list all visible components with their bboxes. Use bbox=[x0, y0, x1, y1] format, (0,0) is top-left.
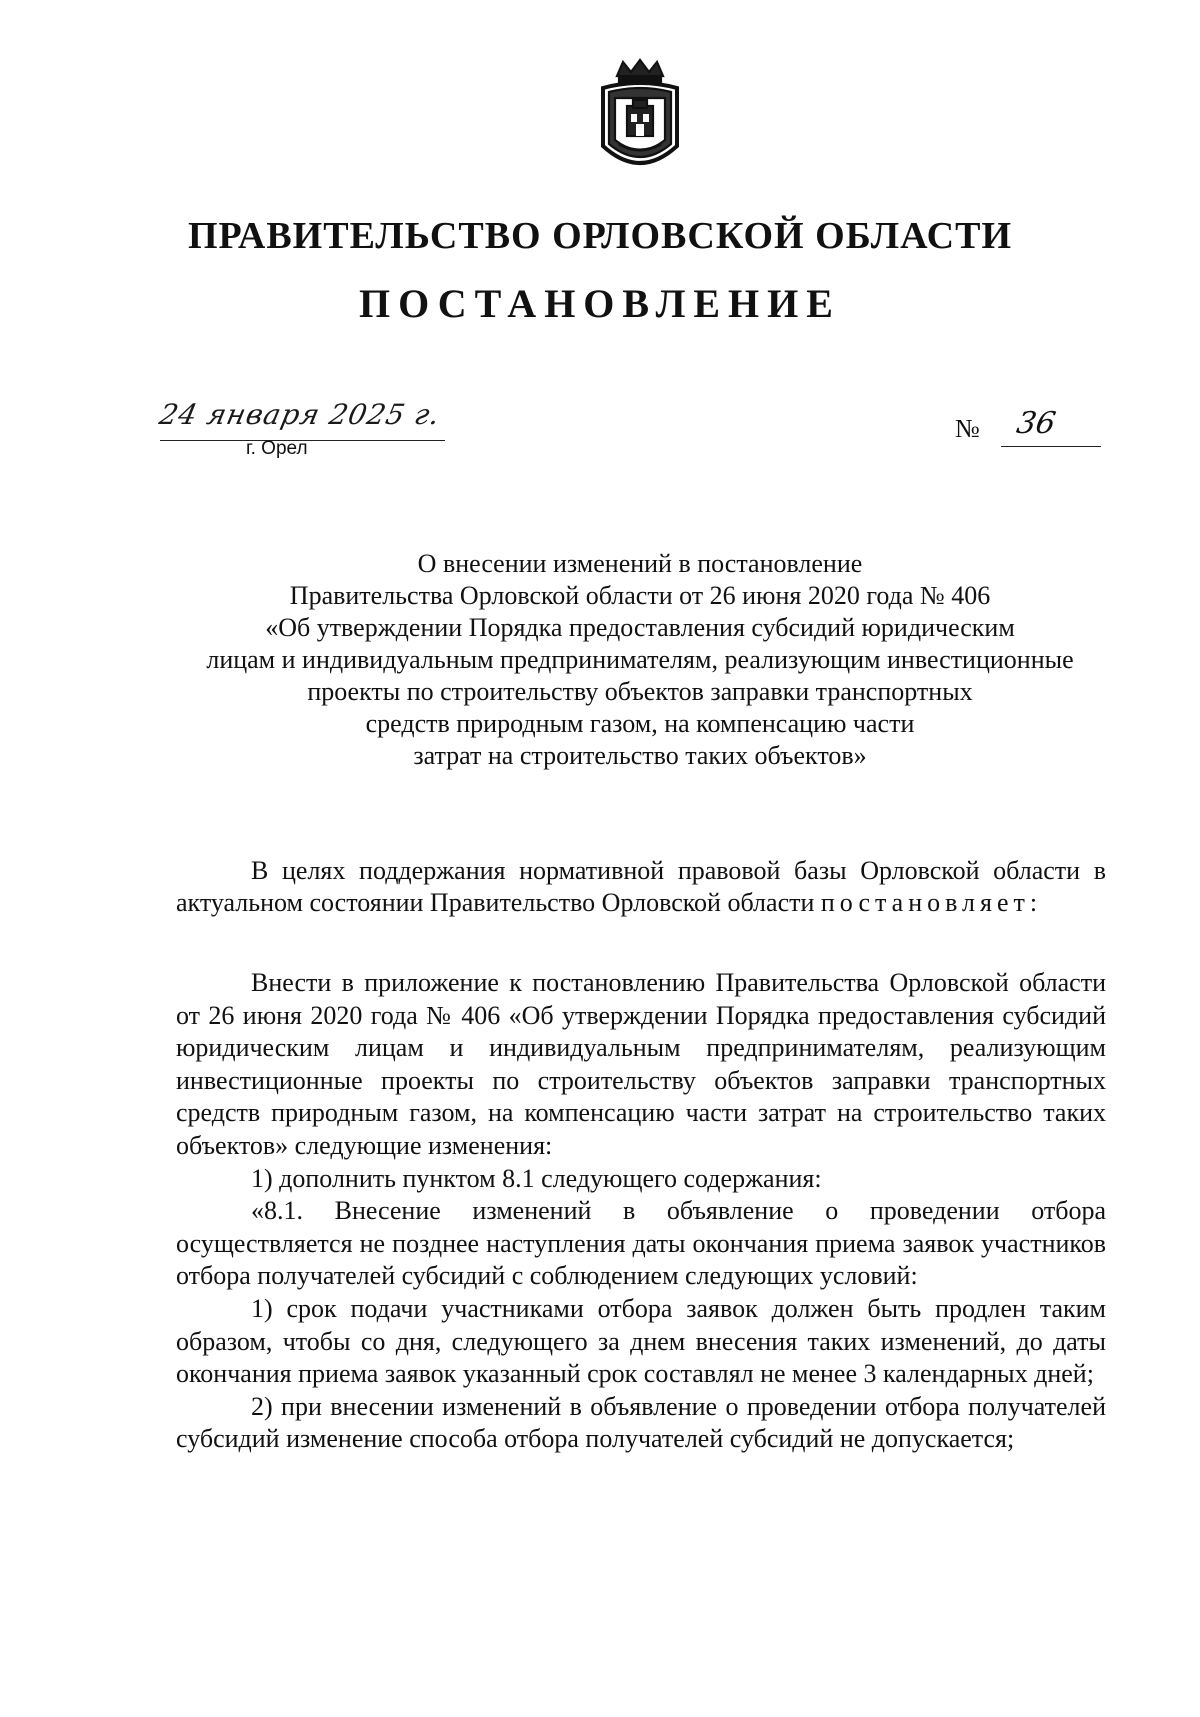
subject-line: лицам и индивидуальным предпринимателям, реализующим инвестиционные bbox=[206, 645, 1074, 674]
decree-word: постановляет: bbox=[820, 888, 1043, 917]
number-sign: № bbox=[955, 414, 980, 443]
subject-line: О внесении изменений в постановление bbox=[417, 549, 863, 578]
subject-line: «Об утверждении Порядка предоставления субсидий юридическим bbox=[265, 613, 1015, 642]
handwritten-date: 24 января 2025 г. bbox=[156, 398, 444, 431]
handwritten-number: 36 bbox=[1013, 406, 1059, 441]
subject-line: Правительства Орловской области от 26 июня 2020 года № 406 bbox=[289, 581, 991, 610]
document-subject bbox=[170, 548, 1110, 772]
body-paragraph: 1) срок подачи участниками отбора заявок должен быть продлен таким образом, чтобы со дня, следующего за днем внесения таких изменений, до даты окончания приема заявок указанный срок составлял не менее 3 календарных дней; bbox=[176, 1293, 1106, 1389]
document-number-field bbox=[955, 406, 1105, 450]
preamble-paragraph bbox=[176, 855, 1106, 919]
city-label: г. Орел bbox=[246, 438, 308, 459]
body-paragraph: 1) дополнить пунктом 8.1 следующего содержания: bbox=[251, 1163, 822, 1193]
date-field bbox=[156, 398, 460, 443]
coat-of-arms-icon bbox=[595, 58, 685, 178]
document-body bbox=[176, 967, 1106, 1456]
document-type-title: ПОСТАНОВЛЕНИЕ bbox=[359, 281, 841, 326]
subject-line: проекты по строительству объектов заправки транспортных bbox=[307, 677, 973, 706]
body-paragraph: Внести в приложение к постановлению Правительства Орловской области от 26 июня 2020 года № 406 «Об утверждении Порядка предоставления субсидий юридическим лицам и индивидуальным предпринимателям, реализующим инвестиционные проекты по строительству объектов заправки транспортных средств природным газом, на компенсацию части затрат на строительство таких объектов» следующие изменения: bbox=[176, 968, 1106, 1160]
organization-title: ПРАВИТЕЛЬСТВО ОРЛОВСКОЙ ОБЛАСТИ bbox=[187, 215, 1013, 257]
subject-line: средств природным газом, на компенсацию части bbox=[365, 709, 915, 738]
number-underline bbox=[1001, 446, 1101, 447]
subject-line: затрат на строительство таких объектов» bbox=[413, 741, 867, 770]
preamble-text: В целях поддержания нормативной правовой базы Орловской области в актуальном состоянии Правительство Орловской области bbox=[176, 856, 1106, 917]
body-paragraph: «8.1. Внесение изменений в объявление о проведении отбора осуществляется не позднее наступления даты окончания приема заявок участников отбора получателей субсидий с соблюдением следующих условий: bbox=[176, 1196, 1106, 1291]
body-paragraph: 2) при внесении изменений в объявление о проведении отбора получателей субсидий изменение способа отбора получателей субсидий не допускается; bbox=[176, 1391, 1106, 1454]
